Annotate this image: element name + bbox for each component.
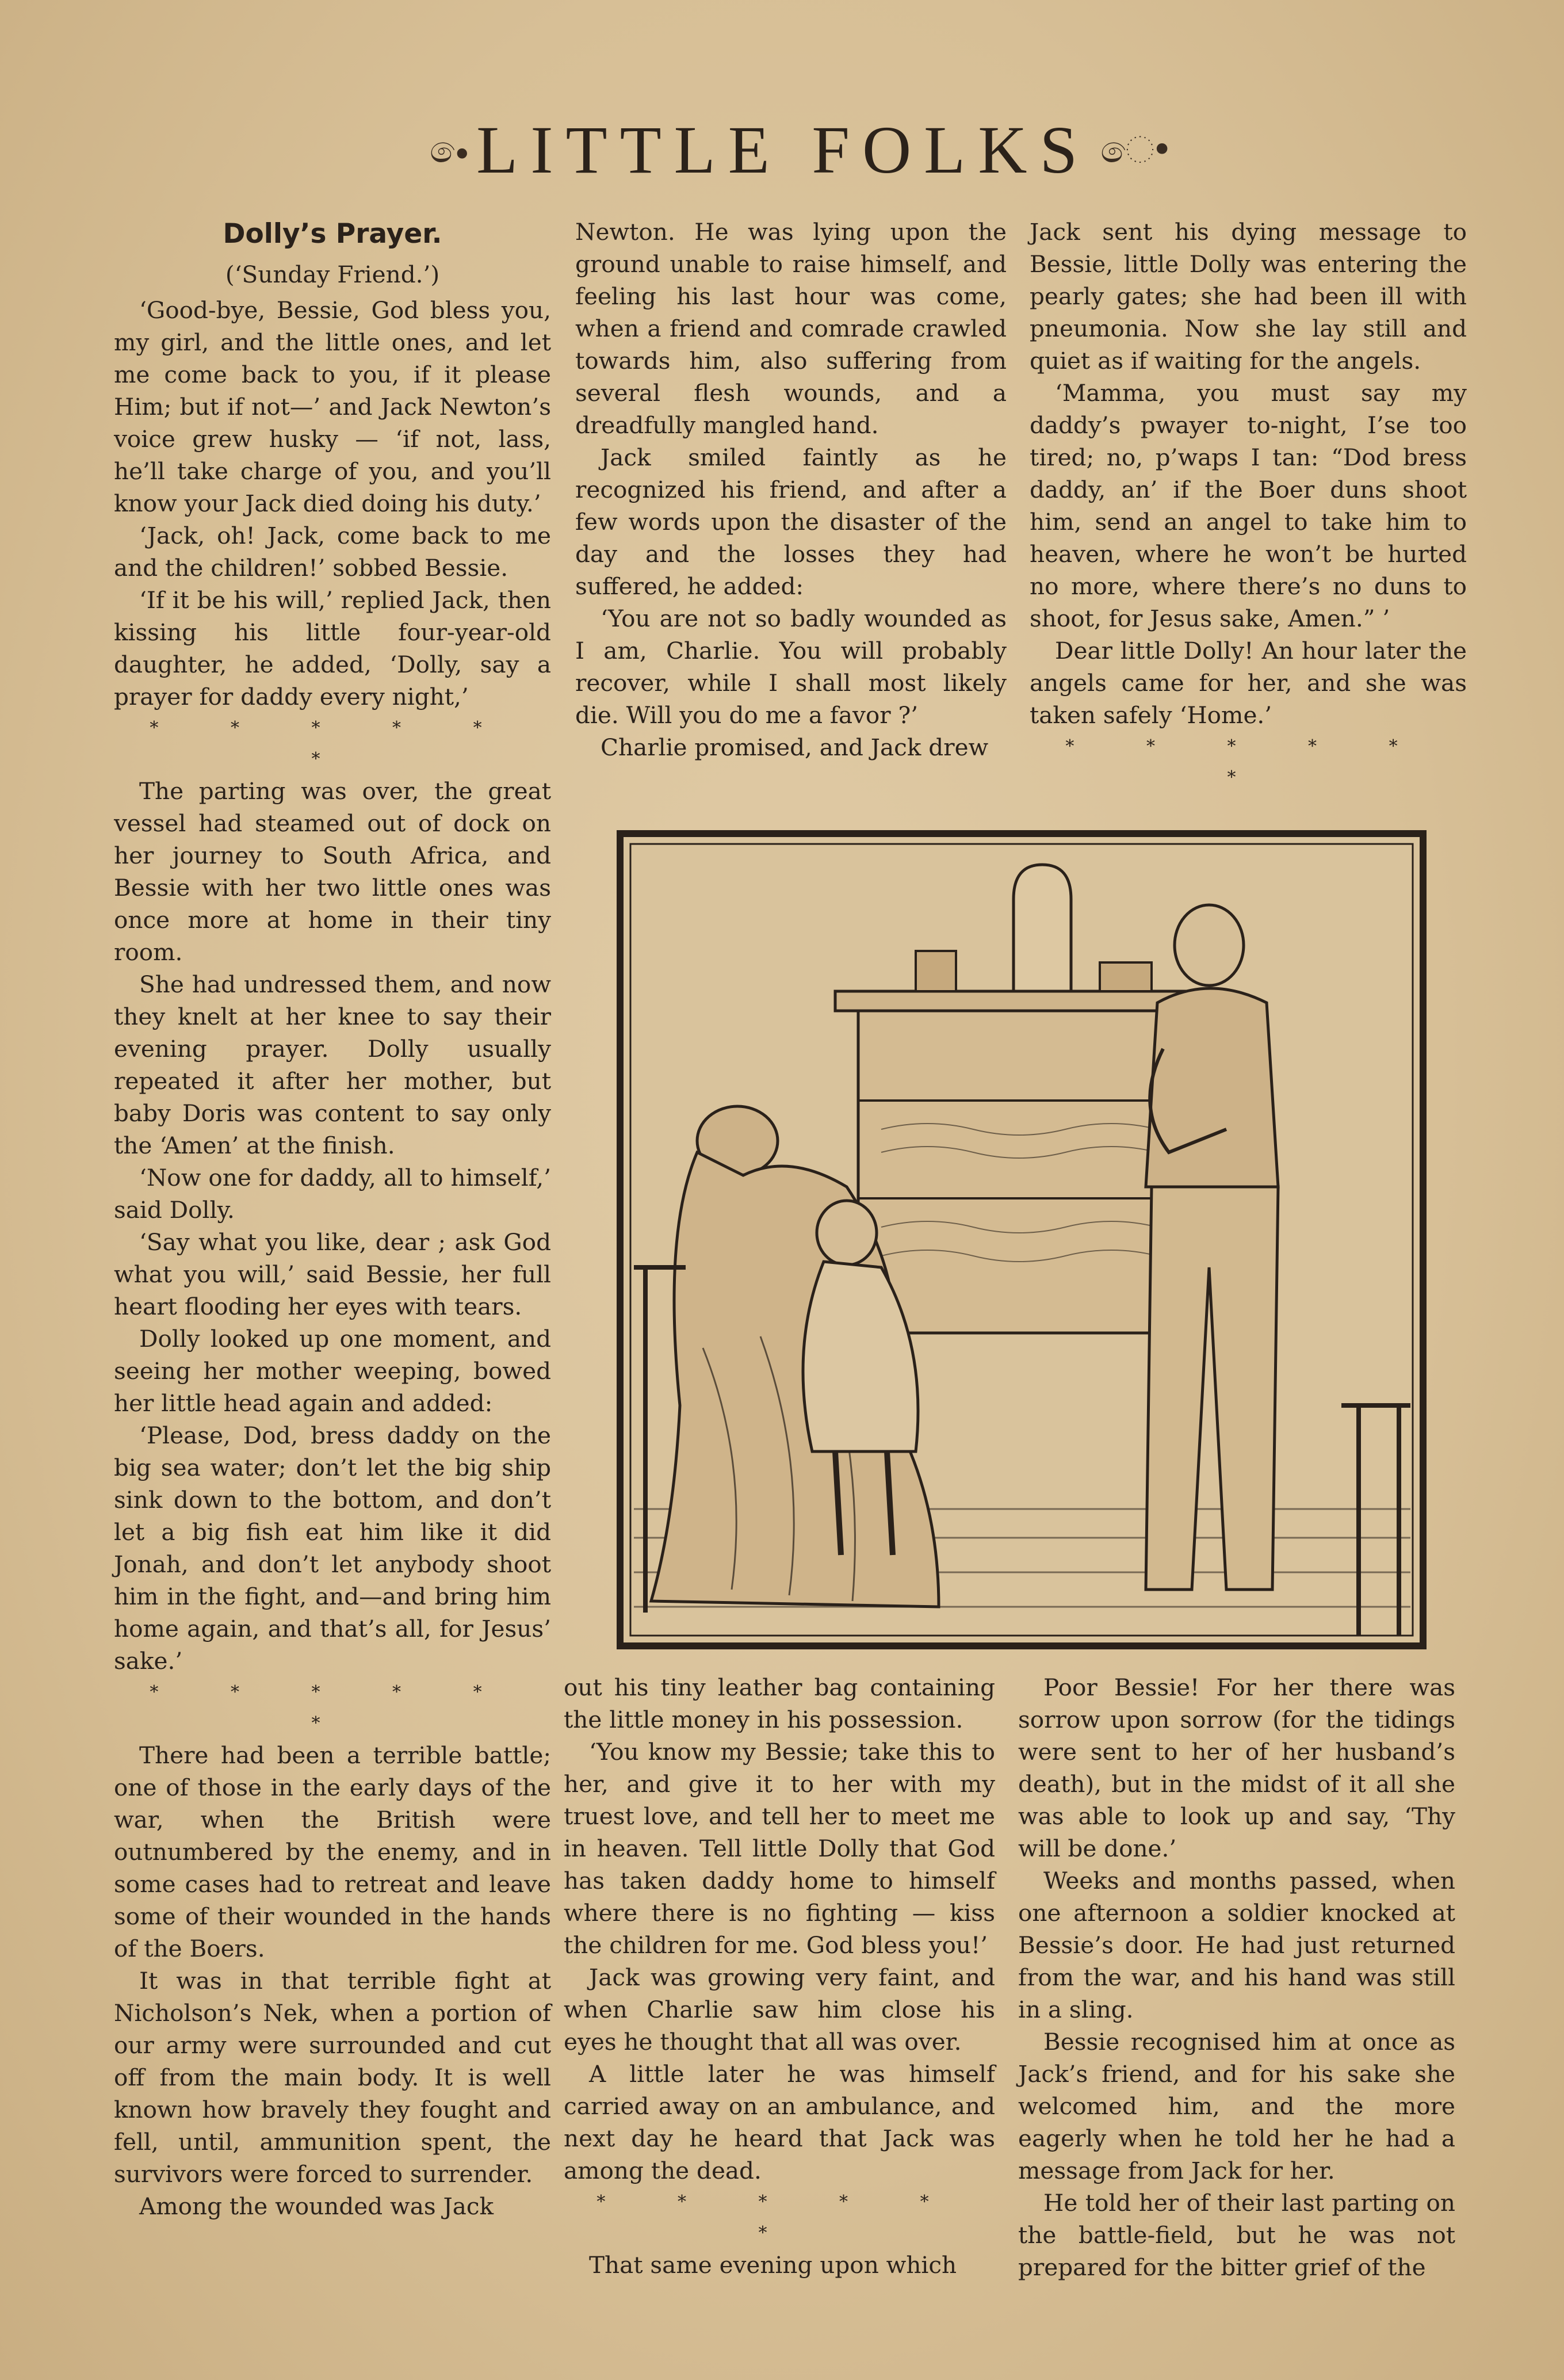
paragraph: ‘Jack, oh! Jack, come back to me and the children!’ sobbed Bessie. <box>114 522 551 582</box>
section-title: LITTLE FOLKS <box>476 112 1091 188</box>
section-separator: * * * * * * <box>596 2192 962 2243</box>
paragraph: ‘If it be his will,’ replied Jack, then kissing his little four-year-old daughter, he added, ‘Dolly, say a prayer for daddy every night,’ <box>114 586 551 710</box>
paragraph: He told her of their last parting on the battle-field, but he was not prepared for the bitter grief of the <box>1018 2189 1455 2281</box>
paragraph: Newton. He was lying upon the ground unable to raise himself, and feeling his last hour was come, when a friend and comrade crawled towards him, also suffering from several flesh wounds, and a dreadfully mangled hand. <box>575 218 1007 439</box>
paragraph: That same evening upon which <box>589 2251 957 2279</box>
paragraph: The parting was over, the great vessel had steamed out of dock on her journey to South Africa, and Bessie with her two little ones was once more at home in their tiny room. <box>114 777 551 966</box>
paragraph: Poor Bessie! For her there was sorrow upon sorrow (for the tidings were sent to her of her husband’s death), but in the midst of it all she was able to look up and say, ‘Thy will be done.’ <box>1018 1674 1455 1862</box>
paragraph: There had been a terrible battle; one of those in the early days of the war, when the British were outnumbered by the enemy, and in some cases had to retreat and leave some of their wounded in the hands of the Boers. <box>114 1741 551 1962</box>
article-source: (‘Sunday Friend.’) <box>225 261 440 288</box>
column-4 <box>564 1671 995 2281</box>
paragraph: Jack smiled faintly as he recognized his friend, and after a few words upon the disaster of the day and the losses they had suffered, he added: <box>575 444 1007 600</box>
ornament-left-icon: •ෙ <box>429 129 466 171</box>
paragraph: Jack was growing very faint, and when Charlie saw him close his eyes he thought that all was over. <box>564 1963 995 2056</box>
paragraph: Dear little Dolly! An hour later the angels came for her, and she was taken safely ‘Home.’ <box>1030 637 1467 729</box>
column-2 <box>575 216 1007 763</box>
paragraph: ‘Good-bye, Bessie, God bless you, my girl, and the little ones, and let me come back to you, if it please Him; but if not—’ and Jack Newton’s voice grew husky — ‘if not, lass, he’ll take charge of you, and you’ll know your Jack died doing his duty.’ <box>114 296 551 517</box>
article-title: Dolly’s Prayer. <box>223 218 442 250</box>
paragraph: Bessie recognised him at once as Jack’s friend, and for his sake she welcomed him, and the more eagerly when he told her he had a message from Jack for her. <box>1018 2028 1455 2184</box>
paragraph: ‘Mamma, you must say my daddy’s pwayer to-night, I’se too tired; no, p’waps I tan: “Dod bress daddy, an’ if the Boer duns shoot him, send an angel to take him to heaven, where he won’t be hurted no more, where there’s no duns to shoot, for Jesus sake, Amen.” ’ <box>1030 379 1467 632</box>
masthead <box>368 113 1231 188</box>
paragraph: ‘Please, Dod, bress daddy on the big sea water; don’t let the big ship sink down to the bottom, and don’t let a big fish eat him like it did Jonah, and don’t let anybody shoot him in the fight, and—and bring him home again, and that’s all, for Jesus’ sake.’ <box>114 1422 551 1675</box>
paragraph: ‘You know my Bessie; take this to her, and give it to her with my truest love, and tell her to meet me in heaven. Tell little Dolly that God has taken daddy home to himself where there is no fighting — kiss the children for me. God bless you!’ <box>564 1738 995 1959</box>
paragraph: Jack sent his dying message to Bessie, little Dolly was entering the pearly gates; she had been ill with pneumonia. Now she lay still and quiet as if waiting for the angels. <box>1030 218 1467 375</box>
column-5 <box>1018 1671 1455 2283</box>
column-1 <box>114 216 551 2222</box>
paragraph: Charlie promised, and Jack drew <box>601 734 989 761</box>
ornament-right-icon: ෙ• <box>1100 129 1170 171</box>
paragraph: Weeks and months passed, when one afternoon a soldier knocked at Bessie’s door. He had just returned from the war, and his hand was still in a sling. <box>1018 1867 1455 2023</box>
paragraph: out his tiny leather bag containing the little money in his possession. <box>564 1674 995 1733</box>
paragraph: ‘Say what you like, dear ; ask God what you will,’ said Bessie, her full heart flooding her eyes with tears. <box>114 1228 551 1320</box>
section-separator: * * * * * * <box>150 1682 515 1733</box>
section-separator: * * * * * * <box>150 718 515 769</box>
paragraph: ‘You are not so badly wounded as I am, Charlie. You will probably recover, while I shall most likely die. Will you do me a favor ?’ <box>575 605 1007 729</box>
paragraph: A little later he was himself carried away on an ambulance, and next day he heard that Jack was among the dead. <box>564 2060 995 2184</box>
paragraph: ‘Now one for daddy, all to himself,’ said Dolly. <box>114 1164 551 1224</box>
column-3 <box>1030 216 1467 793</box>
engraving-illustration <box>617 830 1427 1649</box>
paragraph: Among the wounded was Jack <box>139 2192 494 2220</box>
section-separator: * * * * * * <box>1065 736 1431 788</box>
paragraph: It was in that terrible fight at Nicholson’s Nek, when a portion of our army were surrounded and cut off from the main body. It is well known how bravely they fought and fell, until, ammunition spent, the survivors were forced to surrender. <box>114 1967 551 2188</box>
paragraph: Dolly looked up one moment, and seeing her mother weeping, bowed her little head again and added: <box>114 1325 551 1417</box>
paragraph: She had undressed them, and now they knelt at her knee to say their evening prayer. Dolly usually repeated it after her mother, but baby Doris was content to say only the ‘Amen’ at the finish. <box>114 971 551 1159</box>
